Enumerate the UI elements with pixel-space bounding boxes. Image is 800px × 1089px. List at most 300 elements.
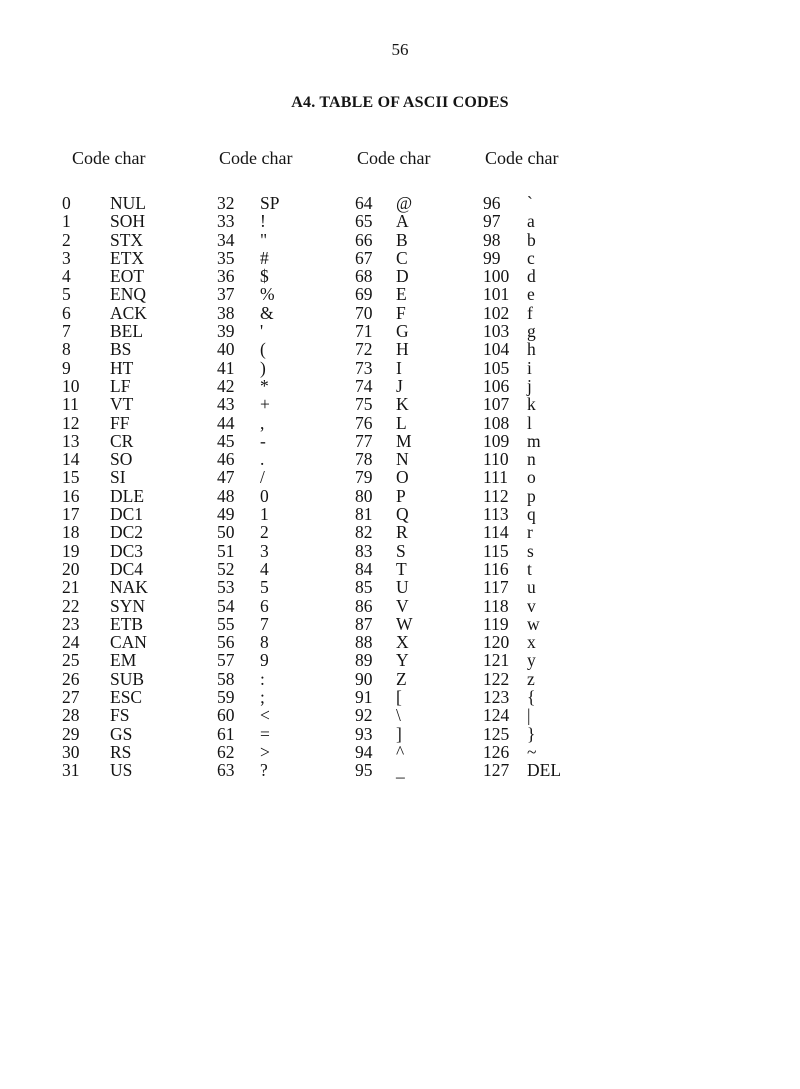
code-value: 123 xyxy=(483,687,510,708)
char-value: FS xyxy=(110,705,130,726)
table-row xyxy=(483,395,558,413)
code-value: 112 xyxy=(483,485,509,506)
char-value: x xyxy=(527,632,536,653)
char-value: u xyxy=(527,577,536,598)
table-row xyxy=(483,212,558,230)
char-value: HT xyxy=(110,357,134,378)
table-row xyxy=(217,450,292,468)
table-row xyxy=(355,322,430,340)
char-value: 1 xyxy=(260,504,269,525)
table-row xyxy=(62,633,145,651)
char-value: f xyxy=(527,302,533,323)
table-row xyxy=(62,725,145,743)
char-value: c xyxy=(527,247,535,268)
table-row xyxy=(217,304,292,322)
code-value: 90 xyxy=(355,668,373,689)
char-value: ETX xyxy=(110,247,145,268)
column-header: Code char xyxy=(357,148,431,168)
code-value: 57 xyxy=(217,650,235,671)
table-row xyxy=(217,725,292,743)
table-row xyxy=(217,231,292,249)
code-value: 54 xyxy=(217,595,235,616)
code-value: 71 xyxy=(355,321,373,342)
code-value: 110 xyxy=(483,449,509,470)
char-value: ! xyxy=(260,211,266,232)
char-value: D xyxy=(396,266,409,287)
char-value: 5 xyxy=(260,577,269,598)
char-value: n xyxy=(527,449,536,470)
table-row xyxy=(355,670,430,688)
char-value: < xyxy=(260,705,270,726)
table-row xyxy=(62,194,145,212)
char-value: } xyxy=(527,723,536,744)
char-value: ENQ xyxy=(110,284,146,305)
code-value: 103 xyxy=(483,321,510,342)
code-value: 91 xyxy=(355,687,373,708)
char-value: B xyxy=(396,229,408,250)
char-value: s xyxy=(527,540,534,561)
char-value: Z xyxy=(396,668,407,689)
char-value: a xyxy=(527,211,535,232)
code-value: 5 xyxy=(62,284,71,305)
code-value: 76 xyxy=(355,412,373,433)
char-value: DC3 xyxy=(110,540,144,561)
code-value: 22 xyxy=(62,595,80,616)
char-value: ` xyxy=(527,193,533,213)
table-row xyxy=(62,743,145,761)
code-value: 61 xyxy=(217,723,235,744)
table-row xyxy=(62,670,145,688)
table-row xyxy=(355,523,430,541)
table-row xyxy=(355,194,430,212)
char-value: K xyxy=(396,394,409,415)
char-value: SUB xyxy=(110,668,145,689)
code-value: 120 xyxy=(483,632,510,653)
code-value: 52 xyxy=(217,558,235,579)
code-value: 40 xyxy=(217,339,235,360)
char-value: GS xyxy=(110,723,133,744)
code-value: 19 xyxy=(62,540,80,561)
code-value: 9 xyxy=(62,357,71,378)
char-value: [ xyxy=(396,687,402,708)
table-row xyxy=(355,542,430,560)
table-row xyxy=(62,414,145,432)
table-row xyxy=(483,285,558,303)
char-value: d xyxy=(527,266,536,287)
char-value: EM xyxy=(110,650,137,671)
table-row xyxy=(483,743,558,761)
table-row xyxy=(355,651,430,669)
table-row xyxy=(62,432,145,450)
table-row xyxy=(62,450,145,468)
table-row xyxy=(217,670,292,688)
table-row xyxy=(355,597,430,615)
table-row xyxy=(217,285,292,303)
char-value: C xyxy=(396,247,408,268)
char-value: p xyxy=(527,485,536,506)
char-value: 3 xyxy=(260,540,269,561)
char-value: % xyxy=(260,284,275,305)
code-value: 104 xyxy=(483,339,510,360)
char-value: ] xyxy=(396,723,402,744)
code-value: 67 xyxy=(355,247,373,268)
char-value: ) xyxy=(260,357,266,378)
code-value: 126 xyxy=(483,741,510,762)
table-row xyxy=(62,487,145,505)
code-value: 39 xyxy=(217,321,235,342)
char-value: # xyxy=(260,247,269,268)
code-value: 18 xyxy=(62,522,80,543)
char-value: J xyxy=(396,375,403,396)
char-value: CAN xyxy=(110,632,147,653)
char-value: I xyxy=(396,357,402,378)
table-row xyxy=(217,267,292,285)
char-value: = xyxy=(260,723,270,744)
table-row xyxy=(217,395,292,413)
code-value: 81 xyxy=(355,504,373,525)
code-value: 48 xyxy=(217,485,235,506)
table-row xyxy=(355,725,430,743)
table-column-0 xyxy=(62,148,148,781)
code-value: 50 xyxy=(217,522,235,543)
table-row xyxy=(483,414,558,432)
code-value: 127 xyxy=(483,760,510,781)
code-value: 62 xyxy=(217,741,235,762)
code-value: 75 xyxy=(355,394,373,415)
char-value: & xyxy=(260,302,274,323)
code-value: 82 xyxy=(355,522,373,543)
table-row xyxy=(355,340,430,358)
table-row xyxy=(483,194,558,212)
char-value: e xyxy=(527,284,535,305)
code-value: 49 xyxy=(217,504,235,525)
table-row xyxy=(483,706,558,724)
page-number: 56 xyxy=(391,40,409,59)
code-value: 7 xyxy=(62,321,71,342)
table-row xyxy=(355,304,430,322)
table-row xyxy=(355,267,430,285)
table-row xyxy=(62,615,145,633)
table-row xyxy=(355,285,430,303)
char-value: FF xyxy=(110,412,130,433)
char-value: W xyxy=(396,613,413,634)
code-value: 119 xyxy=(483,613,509,634)
column-header: Code char xyxy=(219,148,293,168)
table-row xyxy=(62,340,145,358)
column-header: Code char xyxy=(72,148,146,168)
table-row xyxy=(217,414,292,432)
char-value: m xyxy=(527,430,541,451)
code-value: 26 xyxy=(62,668,80,689)
table-row xyxy=(217,542,292,560)
char-value: b xyxy=(527,229,536,250)
page-title: A4. TABLE OF ASCII CODES xyxy=(291,94,509,111)
code-value: 14 xyxy=(62,449,80,470)
char-value: DC4 xyxy=(110,558,144,579)
char-value: EOT xyxy=(110,266,145,287)
table-row xyxy=(355,450,430,468)
char-value: g xyxy=(527,321,536,342)
table-row xyxy=(483,651,558,669)
char-value: 8 xyxy=(260,632,269,653)
table-row xyxy=(217,706,292,724)
table-row xyxy=(62,395,145,413)
char-value: SOH xyxy=(110,211,146,232)
code-value: 70 xyxy=(355,302,373,323)
column-header: Code char xyxy=(485,148,559,168)
code-value: 45 xyxy=(217,430,235,451)
table-row xyxy=(483,322,558,340)
code-value: 113 xyxy=(483,504,509,525)
code-value: 83 xyxy=(355,540,373,561)
char-value: / xyxy=(260,467,265,488)
code-value: 115 xyxy=(483,540,509,561)
char-value: DC1 xyxy=(110,504,144,525)
char-value: ' xyxy=(260,321,264,342)
table-row xyxy=(217,468,292,486)
table-row xyxy=(217,377,292,395)
table-row xyxy=(355,249,430,267)
char-value: y xyxy=(527,650,536,671)
char-value: 7 xyxy=(260,613,269,634)
code-value: 74 xyxy=(355,375,373,396)
code-value: 95 xyxy=(355,760,373,781)
code-value: 44 xyxy=(217,412,235,433)
table-row xyxy=(483,468,558,486)
code-value: 122 xyxy=(483,668,510,689)
table-row xyxy=(62,377,145,395)
table-row xyxy=(355,505,430,523)
table-row xyxy=(483,249,558,267)
table-row xyxy=(355,560,430,578)
char-value: E xyxy=(396,284,407,305)
char-value: ( xyxy=(260,339,266,360)
char-value: z xyxy=(527,668,535,689)
code-value: 21 xyxy=(62,577,80,598)
char-value: S xyxy=(396,540,406,561)
table-row xyxy=(355,468,430,486)
char-value: q xyxy=(527,504,536,525)
table-row xyxy=(217,633,292,651)
table-row xyxy=(483,560,558,578)
table-row xyxy=(355,706,430,724)
char-value: RS xyxy=(110,741,132,762)
table-row xyxy=(483,340,558,358)
char-value: , xyxy=(260,412,265,433)
code-value: 92 xyxy=(355,705,373,726)
char-value: 2 xyxy=(260,522,269,543)
code-value: 0 xyxy=(62,193,71,213)
table-row xyxy=(217,432,292,450)
code-value: 100 xyxy=(483,266,510,287)
code-value: 87 xyxy=(355,613,373,634)
code-value: 35 xyxy=(217,247,235,268)
table-row xyxy=(62,231,145,249)
table-row xyxy=(483,267,558,285)
table-column-1 xyxy=(217,148,292,780)
table-row xyxy=(483,231,558,249)
char-value: H xyxy=(396,339,409,360)
char-value: U xyxy=(396,577,409,598)
code-value: 72 xyxy=(355,339,373,360)
char-value: STX xyxy=(110,229,144,250)
code-value: 3 xyxy=(62,247,71,268)
table-row xyxy=(483,377,558,395)
table-row xyxy=(355,487,430,505)
char-value: l xyxy=(527,412,532,433)
code-value: 59 xyxy=(217,687,235,708)
table-row xyxy=(62,249,145,267)
char-value: ACK xyxy=(110,302,147,323)
table-row xyxy=(483,487,558,505)
table-row xyxy=(483,432,558,450)
code-value: 33 xyxy=(217,211,235,232)
char-value: r xyxy=(527,522,533,543)
table-row xyxy=(355,414,430,432)
code-value: 4 xyxy=(62,266,71,287)
code-value: 77 xyxy=(355,430,373,451)
table-row xyxy=(217,761,292,779)
code-value: 121 xyxy=(483,650,510,671)
code-value: 27 xyxy=(62,687,80,708)
code-value: 41 xyxy=(217,357,235,378)
table-row xyxy=(62,212,145,230)
table-row xyxy=(217,212,292,230)
table-row xyxy=(62,597,145,615)
table-row xyxy=(483,450,558,468)
code-value: 60 xyxy=(217,705,235,726)
table-row xyxy=(217,560,292,578)
table-row xyxy=(217,487,292,505)
char-value: Y xyxy=(396,650,409,671)
char-value: v xyxy=(527,595,536,616)
code-value: 125 xyxy=(483,723,510,744)
char-value: SO xyxy=(110,449,133,470)
code-value: 6 xyxy=(62,302,71,323)
table-row xyxy=(62,322,145,340)
code-value: 53 xyxy=(217,577,235,598)
char-value: BS xyxy=(110,339,132,360)
char-value: - xyxy=(260,430,266,451)
code-value: 16 xyxy=(62,485,80,506)
table-column-2 xyxy=(355,148,430,780)
code-value: 30 xyxy=(62,741,80,762)
code-value: 10 xyxy=(62,375,80,396)
code-value: 116 xyxy=(483,558,509,579)
table-row xyxy=(355,633,430,651)
char-value: : xyxy=(260,668,265,689)
code-value: 79 xyxy=(355,467,373,488)
code-value: 42 xyxy=(217,375,235,396)
code-value: 111 xyxy=(483,467,508,488)
table-row xyxy=(355,212,430,230)
code-value: 1 xyxy=(62,211,71,232)
table-row xyxy=(62,688,145,706)
code-value: 25 xyxy=(62,650,80,671)
code-value: 85 xyxy=(355,577,373,598)
char-value: 0 xyxy=(260,485,269,506)
table-row xyxy=(355,615,430,633)
char-value: V xyxy=(396,595,409,616)
code-value: 69 xyxy=(355,284,373,305)
char-value: o xyxy=(527,467,536,488)
table-row xyxy=(62,761,145,779)
table-row xyxy=(62,304,145,322)
char-value: h xyxy=(527,339,536,360)
table-row xyxy=(483,523,558,541)
code-value: 13 xyxy=(62,430,80,451)
code-value: 37 xyxy=(217,284,235,305)
char-value: t xyxy=(527,558,532,579)
char-value: NUL xyxy=(110,193,146,213)
char-value: CR xyxy=(110,430,134,451)
char-value: | xyxy=(527,705,531,726)
code-value: 15 xyxy=(62,467,80,488)
char-value: ? xyxy=(260,760,268,781)
char-value: NAK xyxy=(110,577,148,598)
code-value: 20 xyxy=(62,558,80,579)
table-row xyxy=(217,743,292,761)
table-row xyxy=(217,597,292,615)
char-value: M xyxy=(396,430,412,451)
code-value: 89 xyxy=(355,650,373,671)
char-value: R xyxy=(396,522,408,543)
char-value: SYN xyxy=(110,595,146,616)
table-row xyxy=(62,577,148,598)
code-value: 102 xyxy=(483,302,510,323)
table-row xyxy=(62,706,145,724)
table-row xyxy=(217,340,292,358)
char-value: ESC xyxy=(110,687,143,708)
table-row xyxy=(62,542,145,560)
code-value: 58 xyxy=(217,668,235,689)
char-value: A xyxy=(396,211,409,232)
code-value: 56 xyxy=(217,632,235,653)
code-value: 84 xyxy=(355,558,373,579)
char-value: ^ xyxy=(396,741,405,762)
char-value: LF xyxy=(110,375,131,396)
char-value: i xyxy=(527,357,532,378)
code-value: 46 xyxy=(217,449,235,470)
char-value: j xyxy=(527,375,532,396)
code-value: 108 xyxy=(483,412,510,433)
table-row xyxy=(62,285,145,303)
char-value: 9 xyxy=(260,650,269,671)
table-row xyxy=(217,505,292,523)
char-value: " xyxy=(260,229,268,250)
char-value: $ xyxy=(260,266,269,287)
code-value: 32 xyxy=(217,193,235,213)
code-value: 2 xyxy=(62,229,71,250)
code-value: 118 xyxy=(483,595,509,616)
table-row xyxy=(355,761,430,779)
code-value: 17 xyxy=(62,504,80,525)
code-value: 51 xyxy=(217,540,235,561)
char-value: + xyxy=(260,394,270,415)
code-value: 109 xyxy=(483,430,510,451)
code-value: 43 xyxy=(217,394,235,415)
code-value: 80 xyxy=(355,485,373,506)
code-value: 31 xyxy=(62,760,80,781)
code-value: 96 xyxy=(483,193,501,213)
table-row xyxy=(483,359,558,377)
table-row xyxy=(355,395,430,413)
table-row xyxy=(62,267,145,285)
code-value: 47 xyxy=(217,467,235,488)
table-row xyxy=(483,688,558,706)
table-row xyxy=(355,359,430,377)
char-value: > xyxy=(260,741,270,762)
